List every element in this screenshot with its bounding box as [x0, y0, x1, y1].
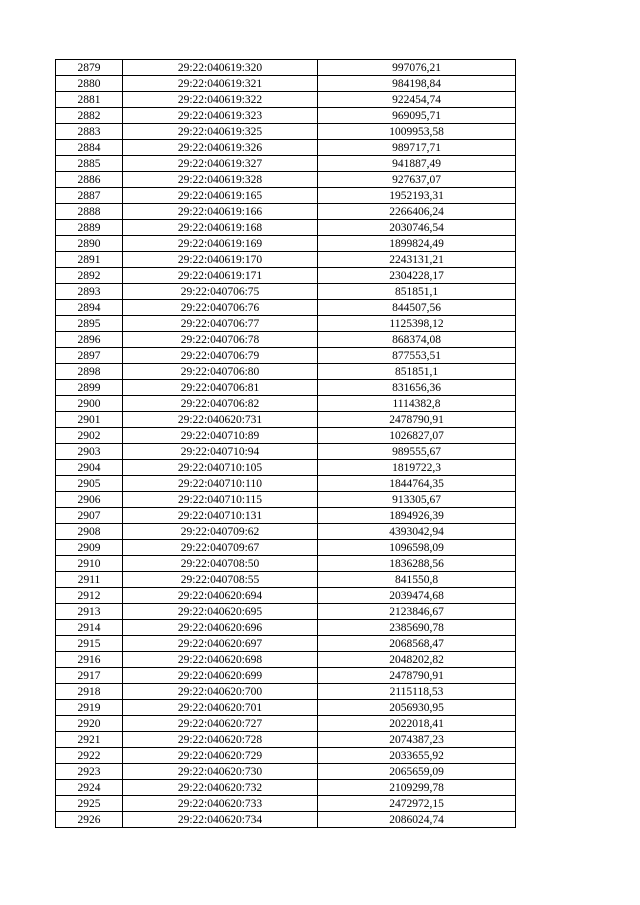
table-row [56, 252, 516, 268]
row-number-cell: 2903 [56, 444, 123, 460]
cadastral-number-cell: 29:22:040620:695 [123, 604, 318, 620]
cadastral-number-cell: 29:22:040710:89 [123, 428, 318, 444]
cadastral-number-cell: 29:22:040706:76 [123, 300, 318, 316]
row-number-cell: 2907 [56, 508, 123, 524]
value-cell: 997076,21 [318, 60, 516, 76]
row-number-cell: 2916 [56, 652, 123, 668]
value-cell: 1952193,31 [318, 188, 516, 204]
table-row [56, 172, 516, 188]
table-row [56, 652, 516, 668]
cadastral-number-cell: 29:22:040619:328 [123, 172, 318, 188]
row-number-cell: 2910 [56, 556, 123, 572]
cadastral-number-cell: 29:22:040620:733 [123, 796, 318, 812]
row-number-cell: 2897 [56, 348, 123, 364]
cadastral-number-cell: 29:22:040620:698 [123, 652, 318, 668]
cadastral-number-cell: 29:22:040620:697 [123, 636, 318, 652]
cadastral-number-cell: 29:22:040619:171 [123, 268, 318, 284]
table-row [56, 764, 516, 780]
value-cell: 851851,1 [318, 364, 516, 380]
value-cell: 2109299,78 [318, 780, 516, 796]
table-row [56, 508, 516, 524]
table-row [56, 732, 516, 748]
value-cell: 2048202,82 [318, 652, 516, 668]
value-cell: 2056930,95 [318, 700, 516, 716]
row-number-cell: 2901 [56, 412, 123, 428]
table-row [56, 364, 516, 380]
cadastral-number-cell: 29:22:040620:696 [123, 620, 318, 636]
cadastral-number-cell: 29:22:040620:700 [123, 684, 318, 700]
cadastral-number-cell: 29:22:040619:321 [123, 76, 318, 92]
row-number-cell: 2896 [56, 332, 123, 348]
row-number-cell: 2883 [56, 124, 123, 140]
table-row [56, 572, 516, 588]
value-cell: 1899824,49 [318, 236, 516, 252]
value-cell: 2478790,91 [318, 668, 516, 684]
value-cell: 969095,71 [318, 108, 516, 124]
value-cell: 1009953,58 [318, 124, 516, 140]
row-number-cell: 2913 [56, 604, 123, 620]
cadastral-number-cell: 29:22:040619:169 [123, 236, 318, 252]
row-number-cell: 2912 [56, 588, 123, 604]
row-number-cell: 2892 [56, 268, 123, 284]
cadastral-number-cell: 29:22:040706:75 [123, 284, 318, 300]
row-number-cell: 2906 [56, 492, 123, 508]
value-cell: 984198,84 [318, 76, 516, 92]
row-number-cell: 2882 [56, 108, 123, 124]
value-cell: 2022018,41 [318, 716, 516, 732]
value-cell: 831656,36 [318, 380, 516, 396]
cadastral-number-cell: 29:22:040620:727 [123, 716, 318, 732]
table-row [56, 444, 516, 460]
cadastral-number-cell: 29:22:040619:166 [123, 204, 318, 220]
row-number-cell: 2905 [56, 476, 123, 492]
cadastral-number-cell: 29:22:040706:82 [123, 396, 318, 412]
value-cell: 1844764,35 [318, 476, 516, 492]
table-row [56, 268, 516, 284]
row-number-cell: 2888 [56, 204, 123, 220]
value-cell: 913305,67 [318, 492, 516, 508]
row-number-cell: 2894 [56, 300, 123, 316]
cadastral-number-cell: 29:22:040619:326 [123, 140, 318, 156]
row-number-cell: 2922 [56, 748, 123, 764]
table-row [56, 204, 516, 220]
value-cell: 1894926,39 [318, 508, 516, 524]
cadastral-value-table [55, 59, 516, 828]
cadastral-number-cell: 29:22:040619:170 [123, 252, 318, 268]
table-row [56, 396, 516, 412]
row-number-cell: 2884 [56, 140, 123, 156]
row-number-cell: 2908 [56, 524, 123, 540]
value-cell: 2033655,92 [318, 748, 516, 764]
table-row [56, 332, 516, 348]
cadastral-number-cell: 29:22:040706:77 [123, 316, 318, 332]
cadastral-number-cell: 29:22:040620:699 [123, 668, 318, 684]
value-cell: 927637,07 [318, 172, 516, 188]
value-cell: 922454,74 [318, 92, 516, 108]
cadastral-number-cell: 29:22:040706:79 [123, 348, 318, 364]
row-number-cell: 2918 [56, 684, 123, 700]
row-number-cell: 2885 [56, 156, 123, 172]
cadastral-number-cell: 29:22:040619:325 [123, 124, 318, 140]
table-row [56, 476, 516, 492]
table-row [56, 588, 516, 604]
table-row [56, 140, 516, 156]
value-cell: 851851,1 [318, 284, 516, 300]
cadastral-number-cell: 29:22:040620:701 [123, 700, 318, 716]
value-cell: 2123846,67 [318, 604, 516, 620]
table-row [56, 284, 516, 300]
cadastral-number-cell: 29:22:040619:165 [123, 188, 318, 204]
value-cell: 1026827,07 [318, 428, 516, 444]
cadastral-number-cell: 29:22:040620:731 [123, 412, 318, 428]
cadastral-number-cell: 29:22:040620:729 [123, 748, 318, 764]
table-row [56, 236, 516, 252]
cadastral-number-cell: 29:22:040620:732 [123, 780, 318, 796]
value-cell: 2086024,74 [318, 812, 516, 828]
row-number-cell: 2886 [56, 172, 123, 188]
value-cell: 989555,67 [318, 444, 516, 460]
row-number-cell: 2902 [56, 428, 123, 444]
value-cell: 2385690,78 [318, 620, 516, 636]
cadastral-number-cell: 29:22:040620:734 [123, 812, 318, 828]
row-number-cell: 2915 [56, 636, 123, 652]
table-row [56, 348, 516, 364]
value-cell: 841550,8 [318, 572, 516, 588]
cadastral-number-cell: 29:22:040620:730 [123, 764, 318, 780]
row-number-cell: 2919 [56, 700, 123, 716]
cadastral-number-cell: 29:22:040710:110 [123, 476, 318, 492]
table-row [56, 124, 516, 140]
cadastral-number-cell: 29:22:040709:62 [123, 524, 318, 540]
value-cell: 1819722,3 [318, 460, 516, 476]
table-row [56, 492, 516, 508]
value-cell: 844507,56 [318, 300, 516, 316]
cadastral-number-cell: 29:22:040706:81 [123, 380, 318, 396]
table-row [56, 668, 516, 684]
table-row [56, 60, 516, 76]
row-number-cell: 2898 [56, 364, 123, 380]
table-row [56, 604, 516, 620]
cadastral-number-cell: 29:22:040619:320 [123, 60, 318, 76]
row-number-cell: 2899 [56, 380, 123, 396]
value-cell: 2472972,15 [318, 796, 516, 812]
value-cell: 2243131,21 [318, 252, 516, 268]
table-row [56, 556, 516, 572]
table-body [56, 60, 516, 828]
table-row [56, 92, 516, 108]
cadastral-number-cell: 29:22:040710:131 [123, 508, 318, 524]
table-row [56, 76, 516, 92]
table-row [56, 796, 516, 812]
value-cell: 4393042,94 [318, 524, 516, 540]
row-number-cell: 2887 [56, 188, 123, 204]
table-row [56, 684, 516, 700]
table-row [56, 188, 516, 204]
cadastral-number-cell: 29:22:040710:94 [123, 444, 318, 460]
table-row [56, 460, 516, 476]
value-cell: 1096598,09 [318, 540, 516, 556]
cadastral-number-cell: 29:22:040620:728 [123, 732, 318, 748]
table-row [56, 380, 516, 396]
cadastral-number-cell: 29:22:040619:168 [123, 220, 318, 236]
value-cell: 2030746,54 [318, 220, 516, 236]
value-cell: 2304228,17 [318, 268, 516, 284]
row-number-cell: 2891 [56, 252, 123, 268]
row-number-cell: 2890 [56, 236, 123, 252]
table-row [56, 636, 516, 652]
row-number-cell: 2926 [56, 812, 123, 828]
row-number-cell: 2921 [56, 732, 123, 748]
row-number-cell: 2924 [56, 780, 123, 796]
table-row [56, 812, 516, 828]
table-row [56, 428, 516, 444]
table-row [56, 780, 516, 796]
row-number-cell: 2904 [56, 460, 123, 476]
value-cell: 1836288,56 [318, 556, 516, 572]
value-cell: 2074387,23 [318, 732, 516, 748]
table-row [56, 540, 516, 556]
row-number-cell: 2917 [56, 668, 123, 684]
value-cell: 2039474,68 [318, 588, 516, 604]
row-number-cell: 2920 [56, 716, 123, 732]
row-number-cell: 2880 [56, 76, 123, 92]
value-cell: 2478790,91 [318, 412, 516, 428]
value-cell: 2266406,24 [318, 204, 516, 220]
table-row [56, 220, 516, 236]
cadastral-number-cell: 29:22:040706:80 [123, 364, 318, 380]
row-number-cell: 2923 [56, 764, 123, 780]
table-row [56, 716, 516, 732]
table-row [56, 748, 516, 764]
row-number-cell: 2911 [56, 572, 123, 588]
row-number-cell: 2879 [56, 60, 123, 76]
cadastral-number-cell: 29:22:040710:115 [123, 492, 318, 508]
row-number-cell: 2900 [56, 396, 123, 412]
table-row [56, 300, 516, 316]
table-row [56, 620, 516, 636]
table-row [56, 108, 516, 124]
row-number-cell: 2893 [56, 284, 123, 300]
value-cell: 2115118,53 [318, 684, 516, 700]
cadastral-number-cell: 29:22:040706:78 [123, 332, 318, 348]
value-cell: 989717,71 [318, 140, 516, 156]
row-number-cell: 2881 [56, 92, 123, 108]
cadastral-number-cell: 29:22:040709:67 [123, 540, 318, 556]
row-number-cell: 2889 [56, 220, 123, 236]
cadastral-number-cell: 29:22:040620:694 [123, 588, 318, 604]
row-number-cell: 2925 [56, 796, 123, 812]
table-row [56, 524, 516, 540]
row-number-cell: 2909 [56, 540, 123, 556]
value-cell: 877553,51 [318, 348, 516, 364]
value-cell: 868374,08 [318, 332, 516, 348]
row-number-cell: 2914 [56, 620, 123, 636]
cadastral-number-cell: 29:22:040619:322 [123, 92, 318, 108]
cadastral-number-cell: 29:22:040708:50 [123, 556, 318, 572]
value-cell: 1114382,8 [318, 396, 516, 412]
table-row [56, 412, 516, 428]
row-number-cell: 2895 [56, 316, 123, 332]
value-cell: 2068568,47 [318, 636, 516, 652]
cadastral-number-cell: 29:22:040619:323 [123, 108, 318, 124]
table-row [56, 156, 516, 172]
table-row [56, 316, 516, 332]
value-cell: 1125398,12 [318, 316, 516, 332]
cadastral-number-cell: 29:22:040619:327 [123, 156, 318, 172]
value-cell: 941887,49 [318, 156, 516, 172]
value-cell: 2065659,09 [318, 764, 516, 780]
cadastral-number-cell: 29:22:040710:105 [123, 460, 318, 476]
cadastral-number-cell: 29:22:040708:55 [123, 572, 318, 588]
table-row [56, 700, 516, 716]
